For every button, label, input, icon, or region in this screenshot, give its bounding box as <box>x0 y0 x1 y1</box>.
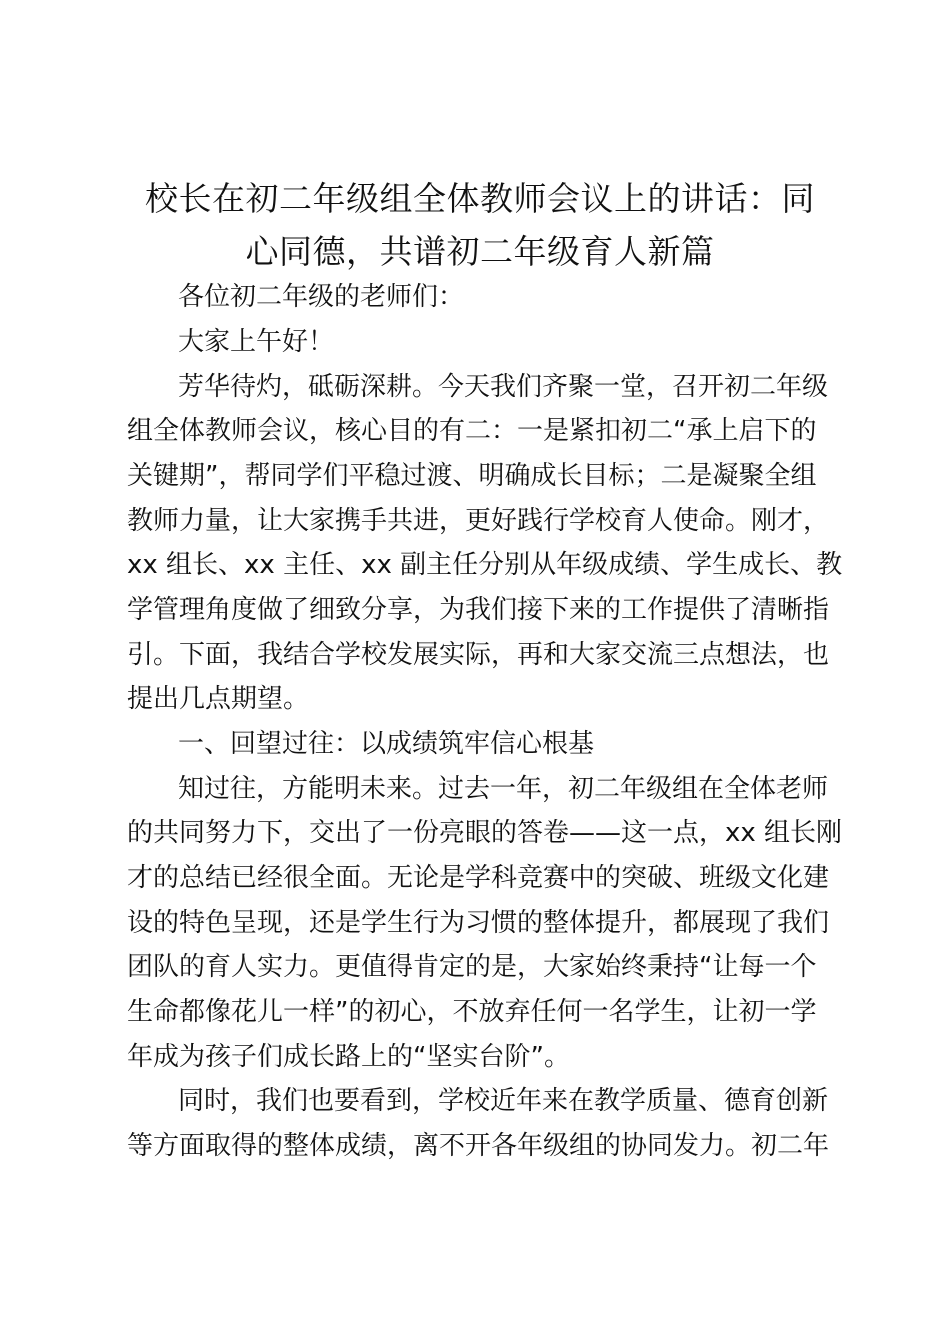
title-line: 校长在初二年级组全体教师会议上的讲话：同 <box>145 179 815 218</box>
section-heading: 一、回望过往：以成绩筑牢信心根基 <box>178 729 595 759</box>
paragraph-line: 等方面取得的整体成绩，离不开各年级组的协同发力。初二年 <box>127 1131 830 1161</box>
paragraph-line: 提出几点期望。 <box>127 684 310 714</box>
paragraph-line: 同时，我们也要看到，学校近年来在教学质量、德育创新 <box>178 1086 829 1116</box>
paragraph-line: 知过往，方能明未来。过去一年，初二年级组在全体老师 <box>178 774 829 804</box>
paragraph-line: 才的总结已经很全面。无论是学科竞赛中的突破、班级文化建 <box>127 863 830 893</box>
greeting-line: 各位初二年级的老师们： <box>178 282 465 312</box>
paragraph-line: 芳华待灼，砥砺深耕。今天我们齐聚一堂，召开初二年级 <box>178 372 829 402</box>
paragraph-line: 的共同努力下，交出了一份亮眼的答卷——这一点，xx 组长刚 <box>127 818 843 848</box>
paragraph-line: 年成为孩子们成长路上的“坚实台阶”。 <box>127 1042 570 1072</box>
title-line: 心同德，共谱初二年级育人新篇 <box>245 232 715 271</box>
paragraph-line: 关键期”，帮同学们平稳过渡、明确成长目标；二是凝聚全组 <box>127 461 817 491</box>
paragraph-line: 设的特色呈现，还是学生行为习惯的整体提升，都展现了我们 <box>127 908 830 938</box>
paragraph-line: 引。下面，我结合学校发展实际，再和大家交流三点想法，也 <box>127 640 830 670</box>
document-title <box>110 172 850 278</box>
paragraph-line: 教师力量，让大家携手共进，更好践行学校育人使命。刚才， <box>127 506 830 536</box>
salutation-line: 大家上午好！ <box>178 327 335 357</box>
paragraph-line: 组全体教师会议，核心目的有二：一是紧扣初二“承上启下的 <box>127 416 817 446</box>
paragraph-line: 团队的育人实力。更值得肯定的是，大家始终秉持“让每一个 <box>127 952 817 982</box>
paragraph-line: xx 组长、xx 主任、xx 副主任分别从年级成绩、学生成长、教 <box>127 550 843 580</box>
paragraph-line: 生命都像花儿一样”的初心，不放弃任何一名学生，让初一学 <box>127 997 817 1027</box>
paragraph-line: 学管理角度做了细致分享，为我们接下来的工作提供了清晰指 <box>127 595 830 625</box>
